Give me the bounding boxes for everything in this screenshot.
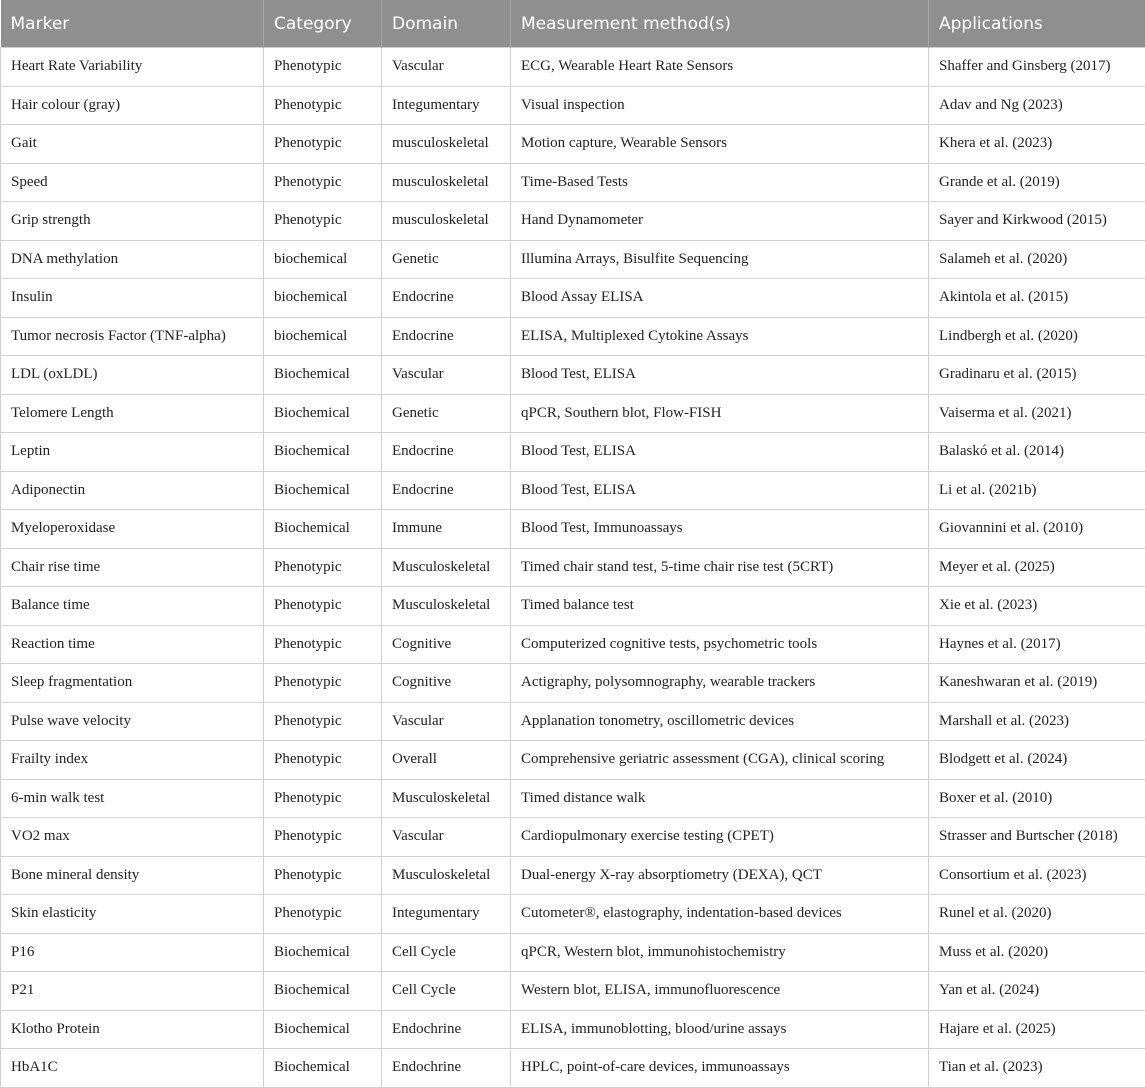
domain-cell: Endocrine <box>382 279 511 318</box>
category-cell: Phenotypic <box>264 86 382 125</box>
marker-cell: Heart Rate Variability <box>1 48 264 87</box>
domain-cell: Vascular <box>382 818 511 857</box>
application-cell: Haynes et al. (2017) <box>929 625 1145 664</box>
application-cell: Salameh et al. (2020) <box>929 240 1145 279</box>
marker-cell: 6-min walk test <box>1 779 264 818</box>
category-cell: Phenotypic <box>264 163 382 202</box>
application-cell: Consortium et al. (2023) <box>929 856 1145 895</box>
measurement-method-cell: qPCR, Southern blot, Flow-FISH <box>511 394 929 433</box>
marker-cell: Reaction time <box>1 625 264 664</box>
category-cell: Biochemical <box>264 972 382 1011</box>
marker-cell: Myeloperoxidase <box>1 510 264 549</box>
header-measurement-methods: Measurement method(s) <box>511 0 929 48</box>
table-row <box>1 510 1145 549</box>
application-cell: Hajare et al. (2025) <box>929 1010 1145 1049</box>
measurement-method-cell: Applanation tonometry, oscillometric devices <box>511 702 929 741</box>
application-cell: Boxer et al. (2010) <box>929 779 1145 818</box>
marker-cell: Balance time <box>1 587 264 626</box>
measurement-method-cell: Motion capture, Wearable Sensors <box>511 125 929 164</box>
domain-cell: Immune <box>382 510 511 549</box>
table-row <box>1 587 1145 626</box>
category-cell: Biochemical <box>264 1049 382 1088</box>
table-body <box>1 48 1145 1088</box>
category-cell: Biochemical <box>264 471 382 510</box>
domain-cell: Musculoskeletal <box>382 587 511 626</box>
application-cell: Strasser and Burtscher (2018) <box>929 818 1145 857</box>
table-row <box>1 125 1145 164</box>
category-cell: Biochemical <box>264 433 382 472</box>
marker-cell: HbA1C <box>1 1049 264 1088</box>
marker-cell: Leptin <box>1 433 264 472</box>
table-row <box>1 895 1145 934</box>
table-row <box>1 279 1145 318</box>
category-cell: Biochemical <box>264 510 382 549</box>
domain-cell: Integumentary <box>382 86 511 125</box>
domain-cell: Integumentary <box>382 895 511 934</box>
marker-cell: Insulin <box>1 279 264 318</box>
table-row <box>1 356 1145 395</box>
measurement-method-cell: Blood Test, ELISA <box>511 471 929 510</box>
category-cell: biochemical <box>264 317 382 356</box>
table-row <box>1 202 1145 241</box>
header-category: Category <box>264 0 382 48</box>
category-cell: Phenotypic <box>264 895 382 934</box>
application-cell: Akintola et al. (2015) <box>929 279 1145 318</box>
application-cell: Muss et al. (2020) <box>929 933 1145 972</box>
measurement-method-cell: ELISA, Multiplexed Cytokine Assays <box>511 317 929 356</box>
table-row <box>1 240 1145 279</box>
measurement-method-cell: Cutometer®, elastography, indentation-based devices <box>511 895 929 934</box>
header-applications: Applications <box>929 0 1145 48</box>
measurement-method-cell: Western blot, ELISA, immunofluorescence <box>511 972 929 1011</box>
domain-cell: musculoskeletal <box>382 125 511 164</box>
application-cell: Blodgett et al. (2024) <box>929 741 1145 780</box>
measurement-method-cell: Cardiopulmonary exercise testing (CPET) <box>511 818 929 857</box>
table-header <box>1 0 1145 48</box>
application-cell: Adav and Ng (2023) <box>929 86 1145 125</box>
header-row <box>1 0 1145 48</box>
table-row <box>1 1049 1145 1088</box>
domain-cell: Overall <box>382 741 511 780</box>
measurement-method-cell: Illumina Arrays, Bisulfite Sequencing <box>511 240 929 279</box>
category-cell: Phenotypic <box>264 702 382 741</box>
category-cell: Phenotypic <box>264 548 382 587</box>
domain-cell: Cell Cycle <box>382 972 511 1011</box>
table-row <box>1 48 1145 87</box>
domain-cell: Genetic <box>382 394 511 433</box>
table-row <box>1 163 1145 202</box>
domain-cell: Vascular <box>382 356 511 395</box>
application-cell: Sayer and Kirkwood (2015) <box>929 202 1145 241</box>
domain-cell: Cognitive <box>382 625 511 664</box>
measurement-method-cell: Blood Test, Immunoassays <box>511 510 929 549</box>
marker-cell: Telomere Length <box>1 394 264 433</box>
measurement-method-cell: qPCR, Western blot, immunohistochemistry <box>511 933 929 972</box>
header-marker: Marker <box>1 0 264 48</box>
category-cell: Phenotypic <box>264 587 382 626</box>
marker-cell: Pulse wave velocity <box>1 702 264 741</box>
application-cell: Meyer et al. (2025) <box>929 548 1145 587</box>
table-row <box>1 818 1145 857</box>
measurement-method-cell: Blood Assay ELISA <box>511 279 929 318</box>
table-row <box>1 433 1145 472</box>
measurement-method-cell: Blood Test, ELISA <box>511 356 929 395</box>
application-cell: Yan et al. (2024) <box>929 972 1145 1011</box>
domain-cell: Vascular <box>382 702 511 741</box>
marker-cell: Chair rise time <box>1 548 264 587</box>
measurement-method-cell: Dual-energy X-ray absorptiometry (DEXA), QCT <box>511 856 929 895</box>
table-row <box>1 856 1145 895</box>
table-row <box>1 625 1145 664</box>
application-cell: Giovannini et al. (2010) <box>929 510 1145 549</box>
domain-cell: Endocrine <box>382 433 511 472</box>
domain-cell: musculoskeletal <box>382 163 511 202</box>
domain-cell: Endochrine <box>382 1010 511 1049</box>
table-row <box>1 548 1145 587</box>
category-cell: Phenotypic <box>264 625 382 664</box>
domain-cell: Musculoskeletal <box>382 856 511 895</box>
application-cell: Xie et al. (2023) <box>929 587 1145 626</box>
category-cell: Biochemical <box>264 394 382 433</box>
marker-cell: Speed <box>1 163 264 202</box>
domain-cell: Cognitive <box>382 664 511 703</box>
application-cell: Shaffer and Ginsberg (2017) <box>929 48 1145 87</box>
marker-cell: Bone mineral density <box>1 856 264 895</box>
table-row <box>1 933 1145 972</box>
measurement-method-cell: Timed chair stand test, 5-time chair rise test (5CRT) <box>511 548 929 587</box>
measurement-method-cell: Actigraphy, polysomnography, wearable trackers <box>511 664 929 703</box>
marker-cell: DNA methylation <box>1 240 264 279</box>
marker-cell: Sleep fragmentation <box>1 664 264 703</box>
table-row <box>1 317 1145 356</box>
application-cell: Runel et al. (2020) <box>929 895 1145 934</box>
marker-cell: LDL (oxLDL) <box>1 356 264 395</box>
table-row <box>1 394 1145 433</box>
application-cell: Grande et al. (2019) <box>929 163 1145 202</box>
application-cell: Marshall et al. (2023) <box>929 702 1145 741</box>
measurement-method-cell: Timed distance walk <box>511 779 929 818</box>
measurement-method-cell: Visual inspection <box>511 86 929 125</box>
marker-cell: Skin elasticity <box>1 895 264 934</box>
category-cell: Phenotypic <box>264 779 382 818</box>
category-cell: Biochemical <box>264 1010 382 1049</box>
measurement-method-cell: Blood Test, ELISA <box>511 433 929 472</box>
domain-cell: Endocrine <box>382 317 511 356</box>
category-cell: Biochemical <box>264 356 382 395</box>
measurement-method-cell: ECG, Wearable Heart Rate Sensors <box>511 48 929 87</box>
marker-cell: Tumor necrosis Factor (TNF-alpha) <box>1 317 264 356</box>
domain-cell: Musculoskeletal <box>382 779 511 818</box>
domain-cell: Genetic <box>382 240 511 279</box>
application-cell: Tian et al. (2023) <box>929 1049 1145 1088</box>
measurement-method-cell: Computerized cognitive tests, psychometric tools <box>511 625 929 664</box>
table-row <box>1 779 1145 818</box>
table-row <box>1 1010 1145 1049</box>
measurement-method-cell: Comprehensive geriatric assessment (CGA), clinical scoring <box>511 741 929 780</box>
marker-cell: Gait <box>1 125 264 164</box>
measurement-method-cell: Time-Based Tests <box>511 163 929 202</box>
domain-cell: musculoskeletal <box>382 202 511 241</box>
application-cell: Kaneshwaran et al. (2019) <box>929 664 1145 703</box>
category-cell: Phenotypic <box>264 125 382 164</box>
marker-cell: Grip strength <box>1 202 264 241</box>
category-cell: Phenotypic <box>264 664 382 703</box>
marker-cell: Klotho Protein <box>1 1010 264 1049</box>
category-cell: Phenotypic <box>264 48 382 87</box>
measurement-method-cell: ELISA, immunoblotting, blood/urine assays <box>511 1010 929 1049</box>
application-cell: Li et al. (2021b) <box>929 471 1145 510</box>
marker-cell: VO2 max <box>1 818 264 857</box>
table-row <box>1 741 1145 780</box>
table-row <box>1 972 1145 1011</box>
domain-cell: Endocrine <box>382 471 511 510</box>
application-cell: Khera et al. (2023) <box>929 125 1145 164</box>
category-cell: biochemical <box>264 240 382 279</box>
application-cell: Balaskó et al. (2014) <box>929 433 1145 472</box>
category-cell: biochemical <box>264 279 382 318</box>
category-cell: Phenotypic <box>264 818 382 857</box>
category-cell: Phenotypic <box>264 856 382 895</box>
domain-cell: Endochrine <box>382 1049 511 1088</box>
category-cell: Biochemical <box>264 933 382 972</box>
table-row <box>1 702 1145 741</box>
domain-cell: Cell Cycle <box>382 933 511 972</box>
table-row <box>1 86 1145 125</box>
measurement-method-cell: HPLC, point-of-care devices, immunoassays <box>511 1049 929 1088</box>
application-cell: Vaiserma et al. (2021) <box>929 394 1145 433</box>
category-cell: Phenotypic <box>264 741 382 780</box>
marker-cell: Frailty index <box>1 741 264 780</box>
marker-cell: Hair colour (gray) <box>1 86 264 125</box>
domain-cell: Musculoskeletal <box>382 548 511 587</box>
table-row <box>1 471 1145 510</box>
measurement-method-cell: Timed balance test <box>511 587 929 626</box>
header-domain: Domain <box>382 0 511 48</box>
application-cell: Gradinaru et al. (2015) <box>929 356 1145 395</box>
domain-cell: Vascular <box>382 48 511 87</box>
measurement-method-cell: Hand Dynamometer <box>511 202 929 241</box>
application-cell: Lindbergh et al. (2020) <box>929 317 1145 356</box>
marker-cell: P21 <box>1 972 264 1011</box>
marker-cell: P16 <box>1 933 264 972</box>
marker-cell: Adiponectin <box>1 471 264 510</box>
category-cell: Phenotypic <box>264 202 382 241</box>
table-row <box>1 664 1145 703</box>
